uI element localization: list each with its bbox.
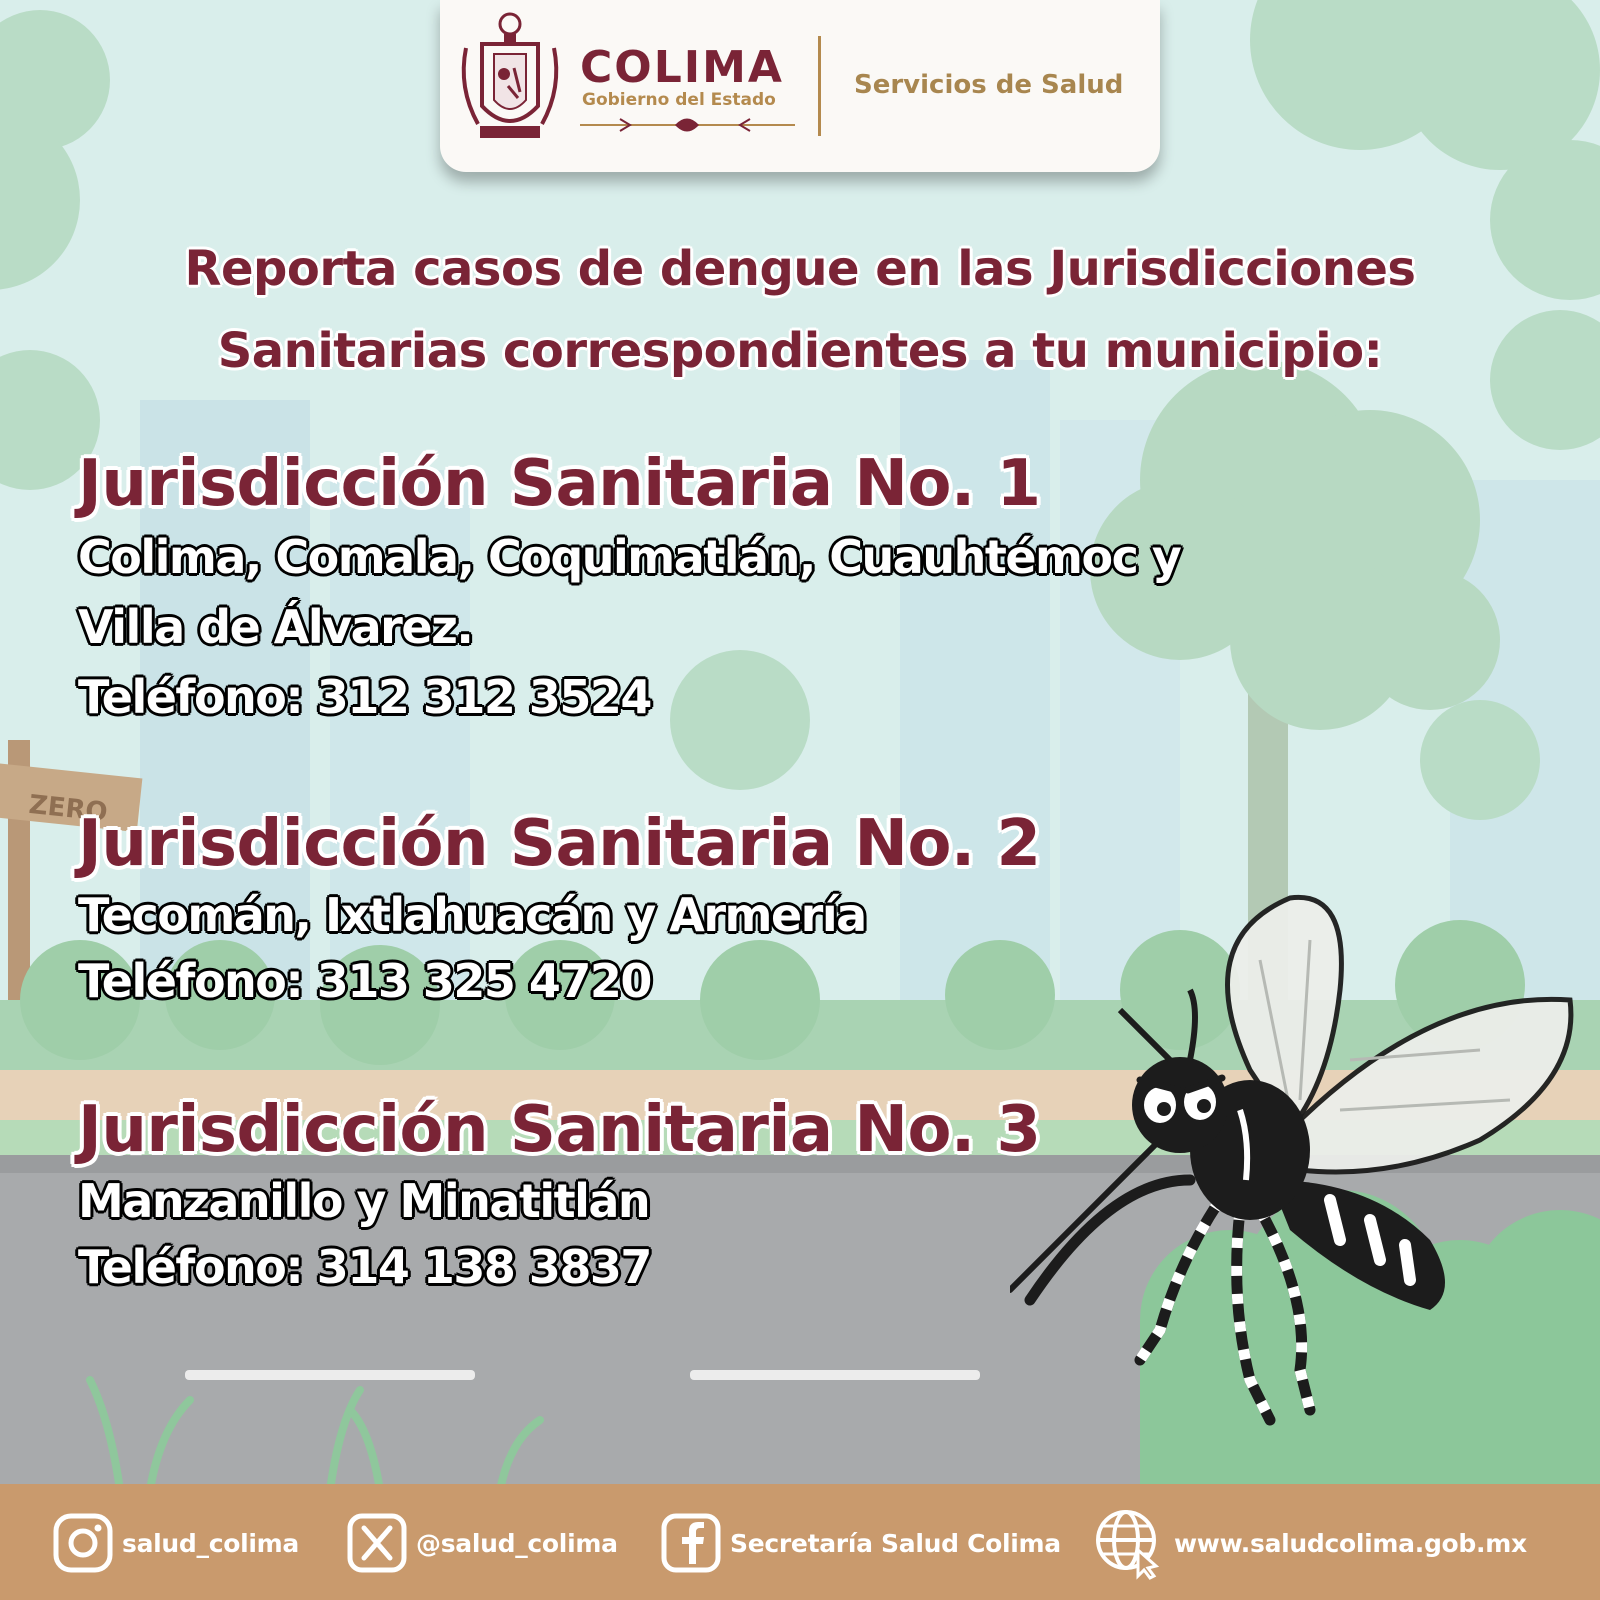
jurisdiction-2-phone: Teléfono: 313 325 4720 [78,954,651,1008]
instagram-handle: salud_colima [122,1528,299,1558]
website-link[interactable] [1092,1510,1527,1576]
headline [40,228,1560,392]
service-name: Servicios de Salud [854,70,1124,100]
instagram-icon [52,1512,114,1574]
ornament-divider-icon [580,114,795,136]
footer [0,1484,1600,1600]
jurisdiction-1-municipalities-line-1: Colima, Comala, Coquimatlán, Cuauhtémoc y [78,530,1181,584]
jurisdiction-3-municipalities: Manzanillo y Minatitlán [78,1174,650,1228]
jurisdiction-1 [78,446,1478,732]
sign-text: ZERO [27,789,109,828]
jurisdiction-2-municipalities: Tecomán, Ixtlahuacán y Armería [78,888,866,942]
facebook-link[interactable] [660,1510,1061,1576]
jurisdiction-1-municipalities-line-2: Villa de Álvarez. [78,600,473,654]
jurisdiction-2-title: Jurisdicción Sanitaria No. 2 [78,807,1041,881]
x-link[interactable] [346,1510,618,1576]
headline-line-2: Sanitarias correspondientes a tu municipio: [217,323,1383,379]
x-icon [346,1512,408,1574]
brand-subtitle: Gobierno del Estado [582,90,776,110]
brand-name: COLIMA [580,42,784,93]
jurisdiction-3-title: Jurisdicción Sanitaria No. 3 [78,1093,1041,1167]
x-handle: @salud_colima [416,1528,618,1558]
coat-of-arms-icon [454,8,566,146]
globe-icon [1092,1506,1166,1580]
instagram-link[interactable] [52,1510,299,1576]
website-url: www.saludcolima.gob.mx [1174,1528,1527,1558]
mosquito-illustration [1010,880,1600,1440]
header-divider [818,36,821,136]
headline-line-1: Reporta casos de dengue en las Jurisdicciones [184,241,1416,297]
header-card [440,0,1160,172]
jurisdiction-1-phone: Teléfono: 312 312 3524 [78,670,651,724]
jurisdiction-3-phone: Teléfono: 314 138 3837 [78,1240,651,1294]
facebook-icon [660,1512,722,1574]
jurisdiction-1-title: Jurisdicción Sanitaria No. 1 [78,447,1041,521]
facebook-page: Secretaría Salud Colima [730,1528,1061,1558]
